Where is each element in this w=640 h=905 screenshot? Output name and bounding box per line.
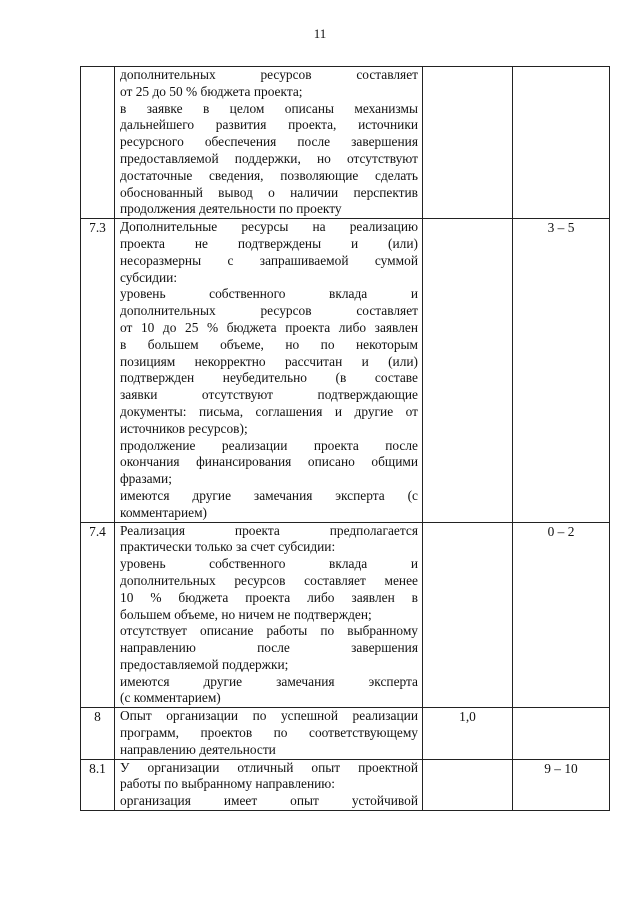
page-number: 11 [313, 26, 327, 41]
criterion-weight [423, 759, 513, 810]
criterion-score: 3 – 5 [513, 219, 610, 522]
table-row [81, 522, 610, 708]
description-line: имеются другие замечания эксперта [120, 673, 418, 689]
criterion-number [81, 67, 115, 219]
description-line: отсутствует описание работы по выбранному [120, 623, 418, 639]
criterion-description [115, 759, 423, 810]
criterion-score: 9 – 10 [513, 759, 610, 810]
description-line: программ, проектов по соответствующему [120, 725, 418, 741]
criterion-description [115, 219, 423, 522]
criteria-table-body [81, 67, 610, 811]
criterion-number: 8 [81, 708, 115, 759]
description-line: Дополнительные ресурсы на реализацию [120, 219, 418, 235]
description-line: проекта не подтверждены и (или) [120, 235, 418, 251]
description-line: субсидии: [120, 269, 178, 285]
criterion-score: 0 – 2 [513, 522, 610, 708]
criterion-score [513, 67, 610, 219]
description-line: комментарием) [120, 504, 208, 520]
description-line: от 10 до 25 % бюджета проекта либо заявлен [120, 319, 418, 335]
description-line: организация имеет опыт устойчивой [120, 793, 418, 809]
description-line: большем объеме, но ничем не подтвержден; [120, 606, 372, 622]
description-line: документы: письма, соглашения и другие от [120, 403, 418, 419]
criterion-weight [423, 67, 513, 219]
description-line: Опыт организации по успешной реализации [120, 708, 418, 724]
description-line: заявки отсутствуют подтверждающие [120, 387, 418, 403]
description-line: У организации отличный опыт проектной [120, 759, 418, 775]
criterion-number: 7.3 [81, 219, 115, 522]
description-line: практически только за счет субсидии: [120, 539, 336, 555]
description-line: предоставляемой поддержки; [120, 656, 289, 672]
description-line: ресурсного обеспечения после завершения [120, 134, 418, 150]
criterion-number: 7.4 [81, 522, 115, 708]
criterion-number: 8.1 [81, 759, 115, 810]
description-line: от 25 до 50 % бюджета проекта; [120, 83, 303, 99]
criterion-description [115, 522, 423, 708]
description-line: обоснованный вывод о наличии перспектив [120, 184, 418, 200]
description-line: достаточные сведения, позволяющие сделать [120, 167, 418, 183]
description-line: (с комментарием) [120, 690, 221, 706]
description-line: в большем объеме, но по некоторым [120, 336, 418, 352]
description-line: окончания финансирования описано общими [120, 454, 418, 470]
description-line: уровень собственного вклада и [120, 286, 418, 302]
description-line: фразами; [120, 471, 172, 487]
description-line: продолжение реализации проекта после [120, 437, 418, 453]
description-line: 10 % бюджета проекта либо заявлен в [120, 589, 418, 605]
description-line: направлению после завершения [120, 640, 418, 656]
criterion-description [115, 67, 423, 219]
description-line: дальнейшего развития проекта, источники [120, 117, 418, 133]
criterion-weight [423, 219, 513, 522]
table-row [81, 708, 610, 759]
criterion-score [513, 708, 610, 759]
description-line: Реализация проекта предполагается [120, 522, 418, 538]
description-line: позициям некорректно рассчитан и (или) [120, 353, 418, 369]
description-line: подтвержден неубедительно (в составе [120, 370, 418, 386]
table-row [81, 67, 610, 219]
criteria-table [80, 66, 610, 811]
criterion-weight [423, 522, 513, 708]
description-line: уровень собственного вклада и [120, 556, 418, 572]
description-line: дополнительных ресурсов составляет [120, 67, 418, 82]
criterion-weight: 1,0 [423, 708, 513, 759]
description-line: несоразмерны с запрашиваемой суммой [120, 252, 418, 268]
description-line: продолжения деятельности по проекту [120, 201, 342, 217]
description-line: направлению деятельности [120, 741, 276, 757]
description-line: работы по выбранному направлению: [120, 776, 336, 792]
description-line: источников ресурсов); [120, 420, 248, 436]
description-line: дополнительных ресурсов составляет менее [120, 572, 418, 588]
table-row [81, 759, 610, 810]
criterion-description [115, 708, 423, 759]
description-line: дополнительных ресурсов составляет [120, 303, 418, 319]
description-line: имеются другие замечания эксперта (с [120, 487, 418, 503]
description-line: в заявке в целом описаны механизмы [120, 100, 418, 116]
description-line: предоставляемой поддержки, но отсутствуют [120, 150, 418, 166]
table-row [81, 219, 610, 522]
